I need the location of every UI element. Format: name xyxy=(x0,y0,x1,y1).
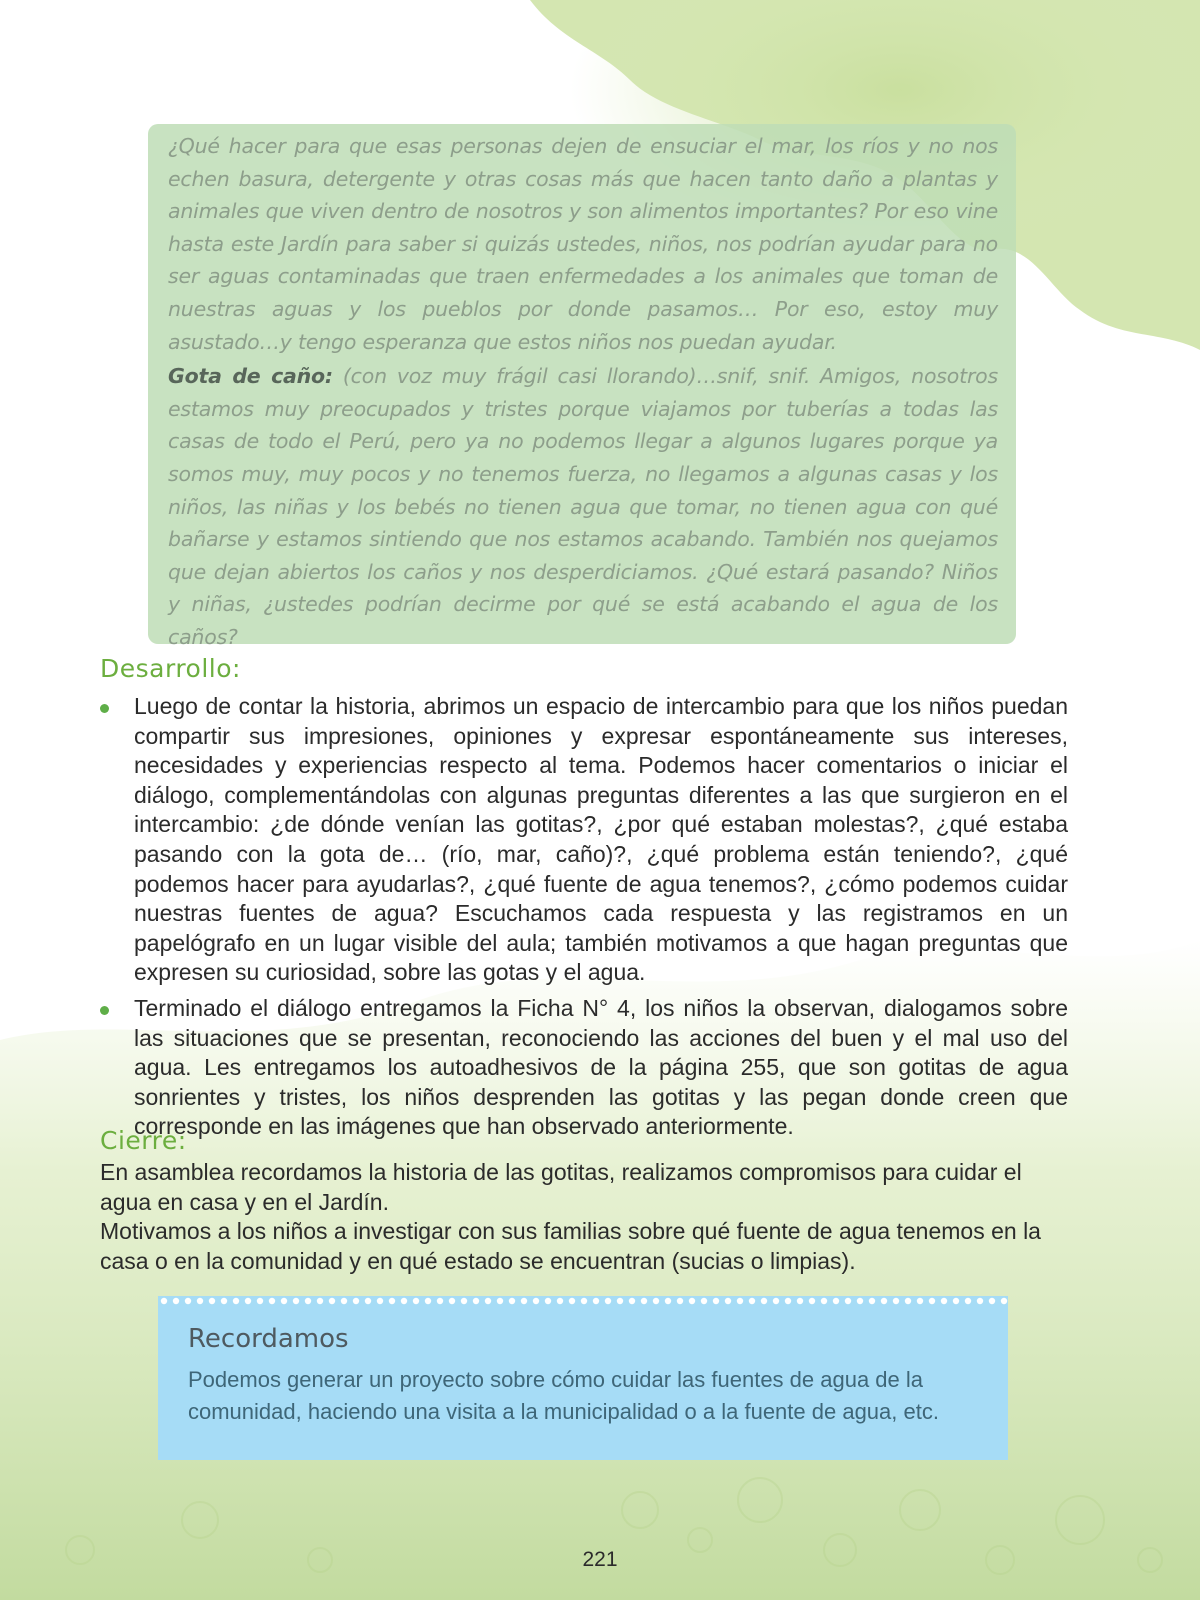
recordamos-note xyxy=(158,1304,1008,1460)
recordamos-text: Podemos generar un proyecto sobre cómo cuidar las fuentes de agua de la comunidad, haciendo una visita a la municipalidad o a la fuente de agua, etc. xyxy=(188,1367,939,1424)
desarrollo-list xyxy=(100,692,1068,1142)
story-dialogue-box xyxy=(148,124,1016,649)
story-paragraph: ¿Qué hacer para que esas personas dejen de ensuciar el mar, los ríos y no nos echen basura, detergente y otras cosas más que hacen tanto daño a plantas y animales que viven dentro de nosotros y son alimentos importantes? Por eso vine hasta este Jardín para saber si quizás ustedes, niños, nos podrían ayudar para no ser aguas contaminadas que traen enfermedades a los animales que toman de nuestras aguas y los pueblos por donde pasamos… Por eso, estoy muy asustado…y tengo esperanza que estos niños nos puedan ayudar. xyxy=(168,134,998,354)
cierre-text xyxy=(100,1158,1068,1276)
list-item xyxy=(100,994,1068,1142)
list-item xyxy=(100,692,1068,988)
cierre-paragraph: Motivamos a los niños a investigar con sus familias sobre qué fuente de agua tenemos en la casa o en la comunidad y en qué estado se encuentran (sucias o limpias). xyxy=(100,1218,1041,1274)
cierre-paragraph: En asamblea recordamos la historia de las gotitas, realizamos compromisos para cuidar el agua en casa y en el Jardín. xyxy=(100,1159,1022,1215)
desarrollo-heading: Desarrollo: xyxy=(100,654,241,683)
bullet-icon xyxy=(100,1006,109,1015)
perforated-edge xyxy=(158,1296,1008,1310)
list-item-text: Luego de contar la historia, abrimos un espacio de intercambio para que los niños puedan compartir sus impresiones, opiniones y expresar espontáneamente sus intereses, necesidades y experiencias respecto al tema. Podemos hacer comentarios o iniciar el diálogo, complementándolas con algunas preguntas diferentes a las que surgieron en el intercambio: ¿de dónde venían las gotitas?, ¿por qué estaban molestas?, ¿qué estaba pasando con la gota de… (río, mar, caño)?, ¿qué problema están teniendo?, ¿qué podemos hacer para ayudarlas?, ¿qué fuente de agua tenemos?, ¿cómo podemos cuidar nuestras fuentes de agua? Escuchamos cada respuesta y las registramos en un papelógrafo en un lugar visible del aula; también motivamos a que hagan preguntas que expresen su curiosidad, sobre las gotas y el agua. xyxy=(134,693,1068,986)
recordamos-title: Recordamos xyxy=(188,1324,349,1354)
speaker-label: Gota de caño: xyxy=(168,364,333,389)
speaker-text: (con voz muy frágil casi llorando)…snif, snif. Amigos, nosotros estamos muy preocupados y tristes porque viajamos por tuberías a todas las casas de todo el Perú, pero ya no podemos llegar a algunos lugares porque ya somos muy, muy pocos y no tenemos fuerza, no llegamos a algunas casas y los niños, las niñas y los bebés no tienen agua que tomar, no tienen agua con qué bañarse y estamos sintiendo que nos estamos acabando. También nos quejamos que dejan abiertos los caños y nos desperdiciamos. ¿Qué estará pasando? Niños y niñas, ¿ustedes podrían decirme por qué se está acabando el agua de los caños? xyxy=(168,364,998,649)
story-paragraph-gota-cano xyxy=(168,360,998,653)
list-item-text: Terminado el diálogo entregamos la Ficha N° 4, los niños la observan, dialogamos sobre las situaciones que se presentan, reconociendo las acciones del buen y el mal uso del agua. Les entregamos los autoadhesivos de la página 255, que son gotitas de agua sonrientes y tristes, los niños desprenden las gotitas y las pegan donde creen que corresponde en las imágenes que han observado anteriormente. xyxy=(134,994,1068,1140)
page-number: 221 xyxy=(582,1548,618,1571)
cierre-heading: Cierre: xyxy=(100,1126,187,1155)
bullet-icon xyxy=(100,704,109,713)
